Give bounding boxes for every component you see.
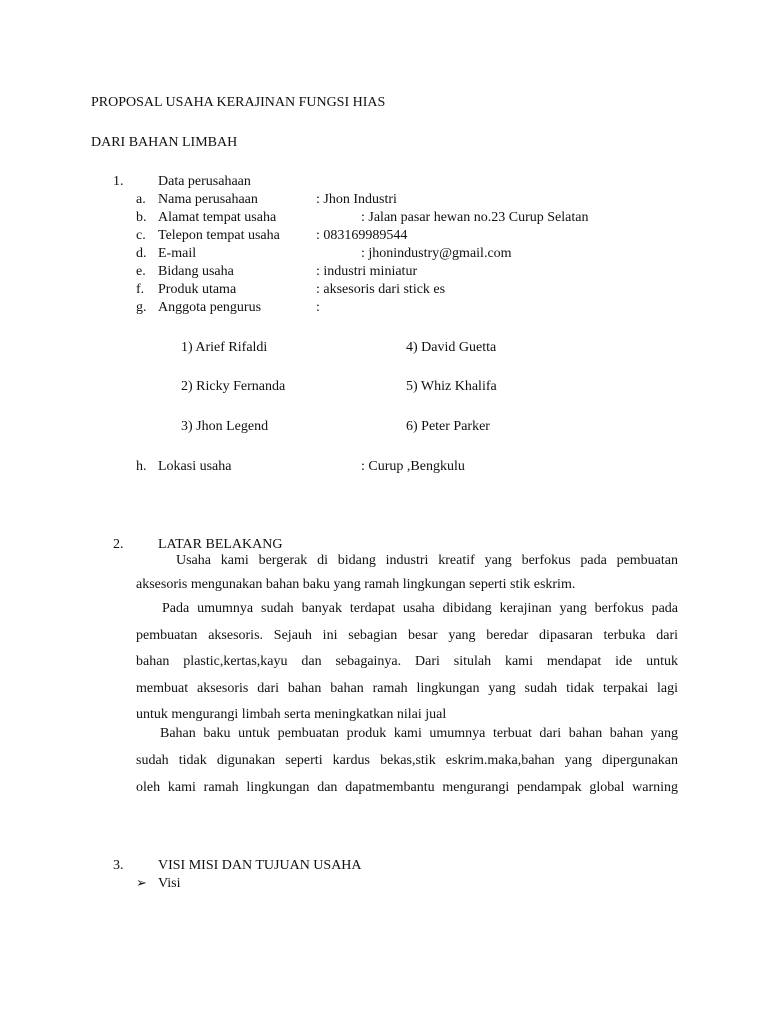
paragraph-line: Bahan baku untuk pembuatan produk kami umumnya terbuat dari bahan bahan yang — [160, 726, 678, 741]
member-item: 1) Arief Rifaldi — [181, 340, 268, 355]
section2-heading: LATAR BELAKANG — [158, 537, 283, 552]
arrowhead-bullet-icon: ➢ — [136, 876, 147, 891]
paragraph-line: aksesoris mengunakan bahan baku yang ramah lingkungan seperti stik eskrim. — [136, 577, 576, 592]
item-label-location: Lokasi usaha — [158, 459, 232, 474]
item-letter: e. — [136, 264, 146, 279]
item-letter: b. — [136, 210, 147, 225]
member-item: 3) Jhon Legend — [181, 419, 269, 434]
item-label-main-product: Produk utama — [158, 282, 237, 297]
item-label-board-members: Anggota pengurus — [158, 300, 262, 315]
item-letter: d. — [136, 246, 147, 261]
document-subtitle: DARI BAHAN LIMBAH — [91, 135, 238, 150]
paragraph-line: Usaha kami bergerak di bidang industri kreatif yang berfokus pada pembuatan — [176, 553, 678, 568]
background-paragraph-3 — [136, 720, 678, 801]
item-label-email: E-mail — [158, 246, 197, 261]
background-paragraph-2 — [136, 596, 678, 729]
item-value-business-field: : industri miniatur — [316, 264, 418, 279]
paragraph-line: untuk mengurangi limbah serta meningkatkan nilai jual — [136, 707, 447, 722]
paragraph-line: membuat aksesoris dari bahan bahan ramah lingkungan yang sudah tidak terpakai lagi — [136, 680, 678, 696]
item-value-board-members: : — [316, 300, 320, 315]
section2-number: 2. — [113, 537, 124, 552]
item-label-business-field: Bidang usaha — [158, 264, 234, 279]
background-paragraph-1 — [136, 549, 678, 597]
paragraph-line: oleh kami ramah lingkungan dan dapatmembantu mengurangi pendampak global warning — [136, 780, 678, 795]
paragraph-line: bahan plastic,kertas,kayu dan sebagainya. Dari situlah kami mendapat ide untuk — [136, 654, 678, 669]
section3-number: 3. — [113, 858, 124, 873]
item-letter: f. — [136, 282, 145, 297]
item-value-address: : Jalan pasar hewan no.23 Curup Selatan — [361, 210, 589, 225]
paragraph-line: Pada umumnya sudah banyak terdapat usaha dibidang kerajinan yang berfokus pada — [162, 601, 678, 616]
paragraph-line: sudah tidak digunakan seperti kardus bekas,stik eskrim.maka,bahan yang dipergunakan — [136, 753, 678, 768]
member-item: 4) David Guetta — [406, 340, 497, 355]
section1-heading: Data perusahaan — [158, 174, 251, 189]
document-title: PROPOSAL USAHA KERAJINAN FUNGSI HIAS — [91, 95, 386, 110]
item-letter: a. — [136, 192, 146, 207]
vision-label: Visi — [158, 876, 181, 891]
item-label-company-name: Nama perusahaan — [158, 192, 258, 207]
member-item: 2) Ricky Fernanda — [181, 379, 286, 394]
item-letter: g. — [136, 300, 147, 315]
item-letter: c. — [136, 228, 146, 243]
section3-heading: VISI MISI DAN TUJUAN USAHA — [158, 858, 362, 873]
member-item: 6) Peter Parker — [406, 419, 490, 434]
section1-number: 1. — [113, 174, 124, 189]
item-value-main-product: : aksesoris dari stick es — [316, 282, 446, 297]
item-value-phone: : 083169989544 — [316, 228, 408, 243]
item-label-address: Alamat tempat usaha — [158, 210, 277, 225]
item-value-location: : Curup ,Bengkulu — [361, 459, 465, 474]
item-value-email: : jhonindustry@gmail.com — [361, 246, 512, 261]
item-label-phone: Telepon tempat usaha — [158, 228, 280, 243]
member-item: 5) Whiz Khalifa — [406, 379, 497, 394]
item-letter: h. — [136, 459, 147, 474]
item-value-company-name: : Jhon Industri — [316, 192, 397, 207]
paragraph-line: pembuatan aksesoris. Sejauh ini sebagian besar yang beredar dipasaran terbuka dari — [136, 627, 678, 643]
